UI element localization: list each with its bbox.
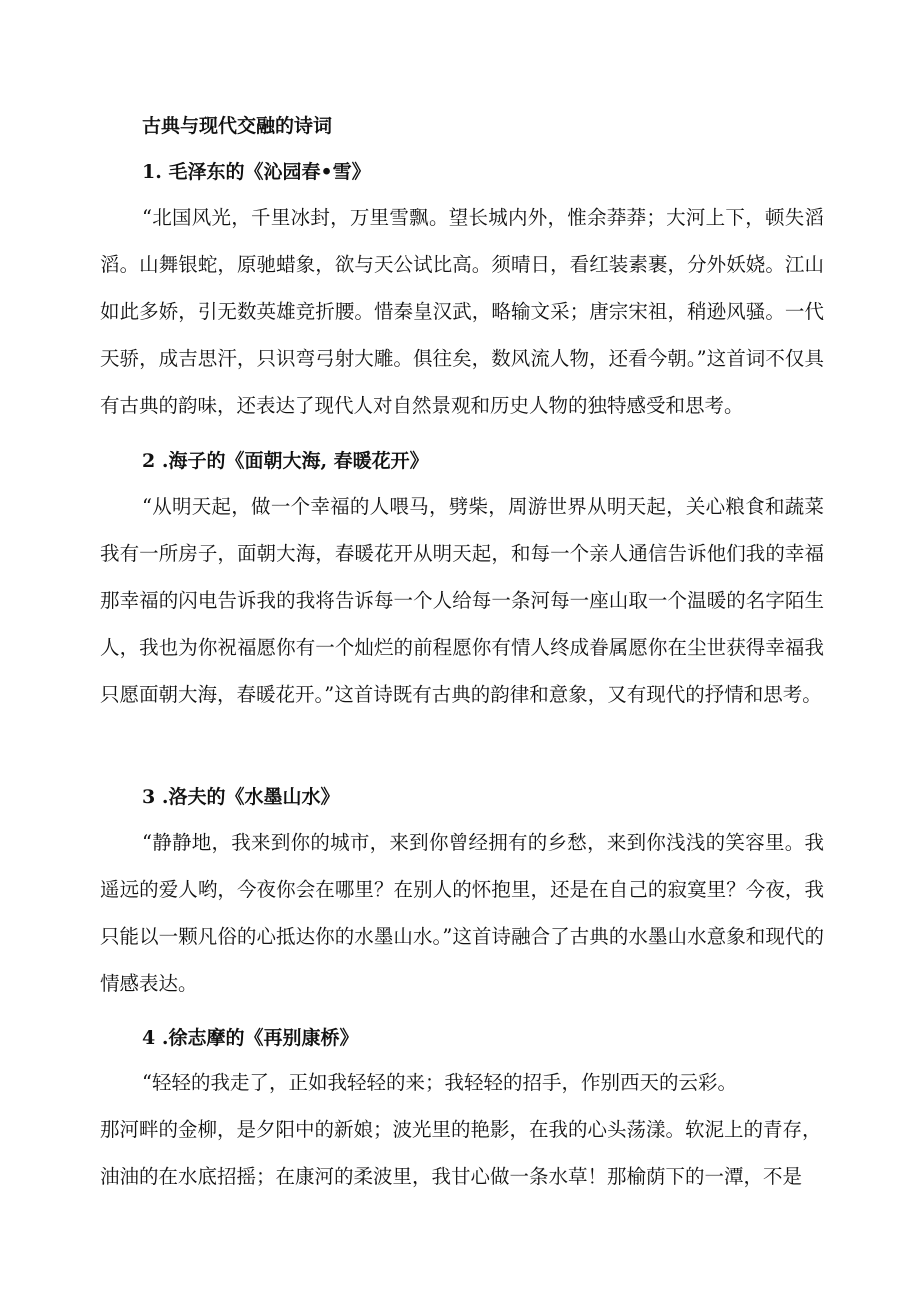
section-2-heading: 2 .海子的《面朝大海, 春暖花开》 [142, 450, 429, 472]
section-2-body [100, 483, 824, 718]
section-4-line-2: 那河畔的金柳，是夕阳中的新娘；波光里的艳影，在我的心头荡漾。软泥上的青存， [100, 1118, 822, 1141]
section-4-line-3: 油油的在水底招摇；在康河的柔波里，我甘心做一条水草！那榆荫下的一潭，不是 [100, 1165, 803, 1188]
section-4-line-1: “轻轻的我走了，正如我轻轻的来；我轻轻的招手，作别西天的云彩。 [142, 1071, 737, 1094]
section-2-body-text: “从明天起，做一个幸福的人喂马，劈柴，周游世界从明天起，关心粮食和蔬菜我有一所房子，面朝大海，春暖花开从明天起，和每一个亲人通信告诉他们我的幸福那幸福的闪电告诉我的我将告诉每一个人给每一条河每一座山取一个温暖的名字陌生人，我也为你祝福愿你有一个灿烂的前程愿你有情人终成眷属愿你在尘世获得幸福我只愿面朝大海，春暖花开。”这首诗既有古典的韵律和意象，又有现代的抒情和思考。 [100, 495, 824, 706]
section-1-body [100, 194, 824, 429]
section-3-body [100, 819, 824, 1007]
section-1-body-text: “北国风光，千里冰封，万里雪飘。望长城内外，惟余莽莽；大河上下，顿失滔滔。山舞银蛇，原驰蜡象，欲与天公试比高。须晴日，看红装素裹，分外妖娆。江山如此多娇，引无数英雄竞折腰。惜秦皇汉武，略输文采；唐宗宋祖，稍逊风骚。一代天骄，成吉思汗，只识弯弓射大雕。俱往矣，数风流人物，还看今朝。”这首词不仅具有古典的韵味，还表达了现代人对自然景观和历史人物的独特感受和思考。 [100, 206, 824, 417]
section-3-heading: 3 .洛夫的《水墨山水》 [142, 786, 340, 808]
section-4-heading: 4 .徐志摩的《再别康桥》 [142, 1027, 359, 1049]
section-1-heading: 1. 毛泽东的《沁园春•雪》 [142, 161, 371, 183]
document-title: 古典与现代交融的诗词 [142, 115, 333, 137]
section-3-body-text: “静静地，我来到你的城市，来到你曾经拥有的乡愁，来到你浅浅的笑容里。我遥远的爱人哟，今夜你会在哪里？在别人的怀抱里，还是在自己的寂寞里？今夜，我只能以一颗凡俗的心抵达你的水墨山水。”这首诗融合了古典的水墨山水意象和现代的情感表达。 [100, 831, 824, 995]
